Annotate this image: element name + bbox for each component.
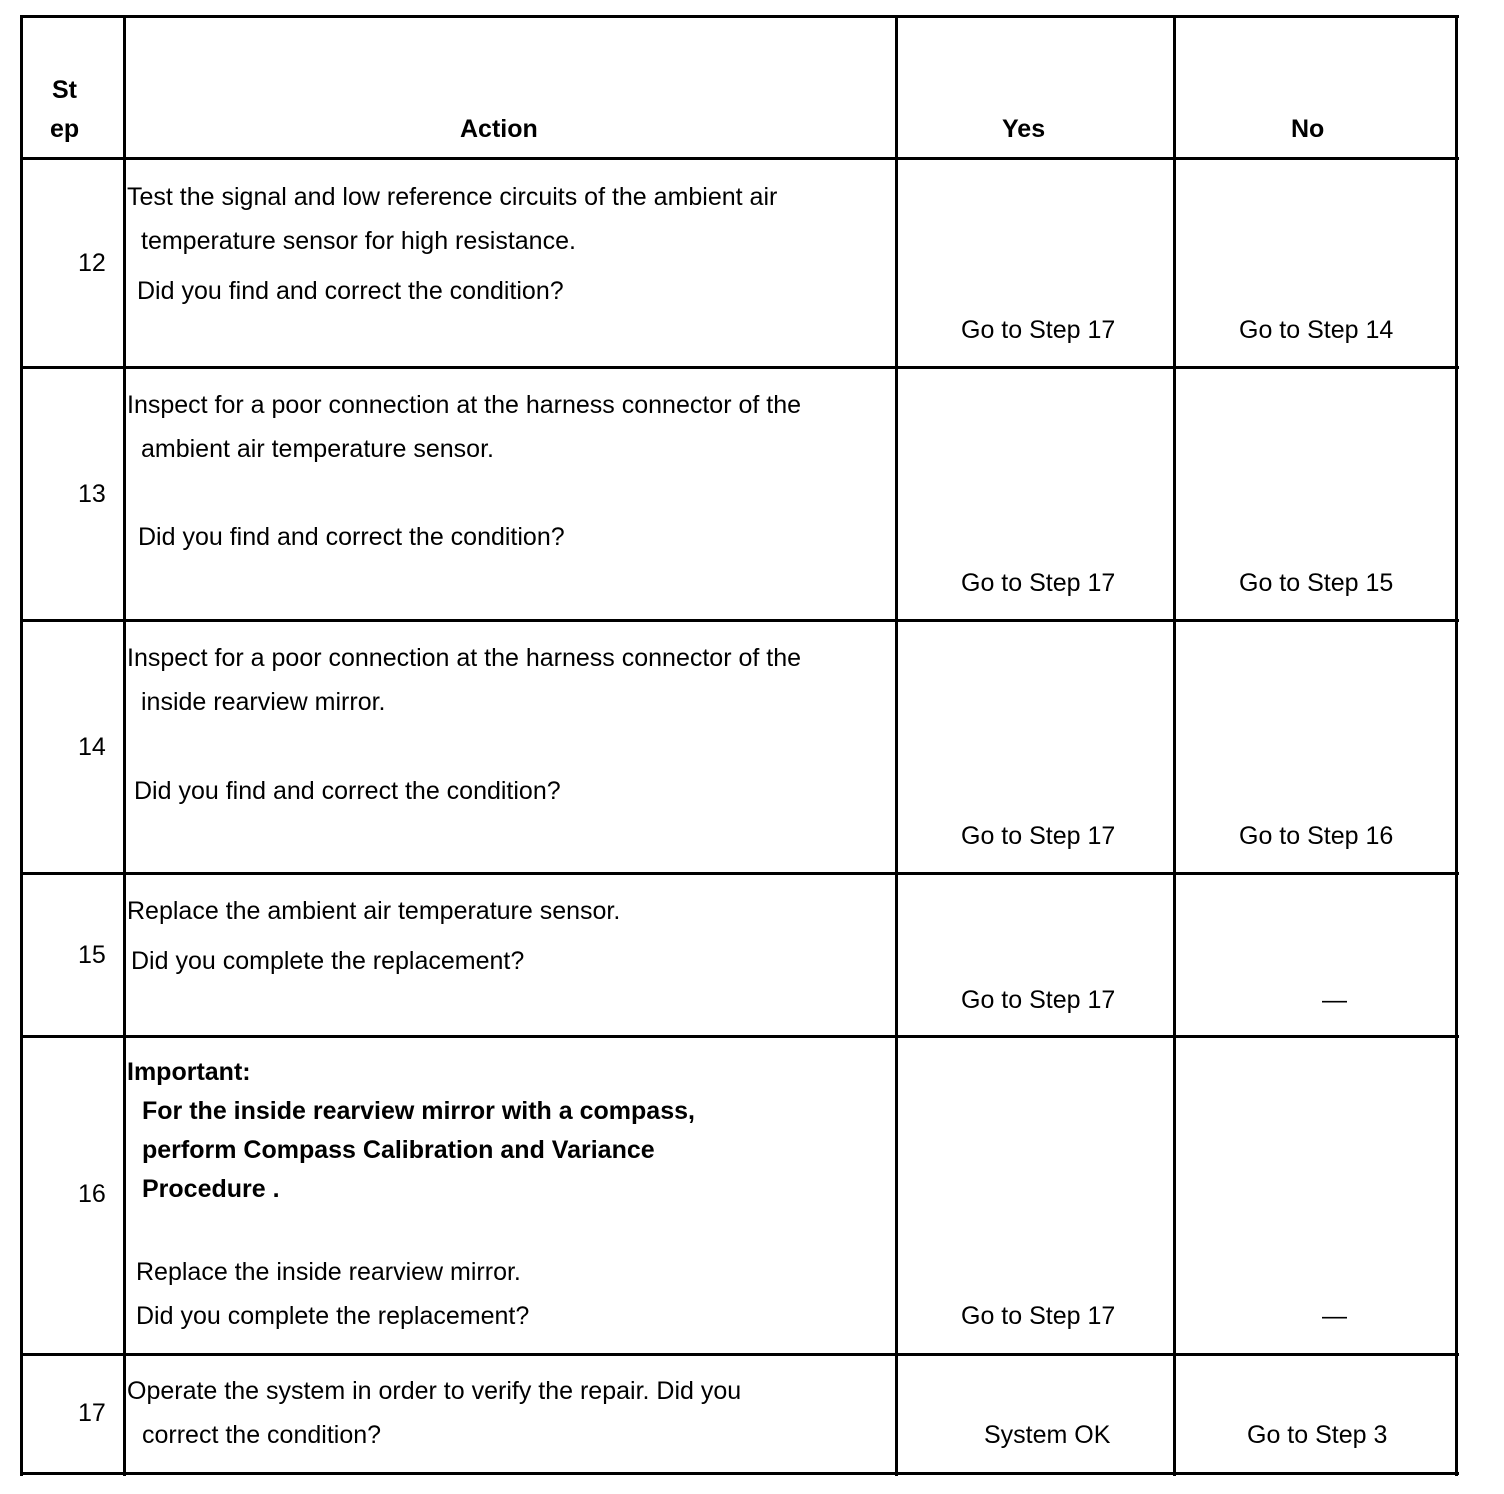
header-yes: Yes (1002, 115, 1046, 143)
important-note: perform Compass Calibration and Variance (142, 1136, 655, 1164)
column-divider (895, 15, 898, 1476)
table-border-bottom (20, 1472, 1459, 1475)
action-text: Did you find and correct the condition? (137, 277, 564, 305)
action-text: Replace the ambient air temperature sensor. (127, 897, 621, 925)
action-text: inside rearview mirror. (141, 688, 386, 716)
table-border-top (20, 15, 1459, 18)
important-note: Procedure . (142, 1175, 280, 1203)
table-border-right (1455, 15, 1458, 1476)
yes-result: Go to Step 17 (961, 569, 1116, 597)
step-number: 17 (78, 1399, 106, 1427)
row-divider (20, 619, 1459, 622)
header-step: St (52, 76, 77, 104)
no-result: Go to Step 3 (1247, 1421, 1388, 1449)
action-text: Replace the inside rearview mirror. (136, 1258, 521, 1286)
step-number: 14 (78, 733, 106, 761)
step-number: 16 (78, 1180, 106, 1208)
action-text: Operate the system in order to verify the repair. Did you (127, 1377, 742, 1405)
row-divider (20, 366, 1459, 369)
no-result: Go to Step 15 (1239, 569, 1394, 597)
action-text: temperature sensor for high resistance. (141, 227, 576, 255)
header-no: No (1291, 115, 1325, 143)
yes-result: System OK (984, 1421, 1111, 1449)
important-label: Important: (127, 1058, 251, 1086)
yes-result: Go to Step 17 (961, 986, 1116, 1014)
row-divider (20, 1035, 1459, 1038)
action-text: Did you find and correct the condition? (134, 777, 561, 805)
action-text: ambient air temperature sensor. (141, 435, 494, 463)
step-number: 13 (78, 480, 106, 508)
yes-result: Go to Step 17 (961, 822, 1116, 850)
action-text: Did you complete the replacement? (136, 1302, 530, 1330)
yes-result: Go to Step 17 (961, 1302, 1116, 1330)
header-action: Action (460, 115, 538, 143)
action-text: Did you find and correct the condition? (138, 523, 565, 551)
no-result: — (1322, 1302, 1347, 1330)
row-divider (20, 872, 1459, 875)
no-result: Go to Step 16 (1239, 822, 1394, 850)
important-note: For the inside rearview mirror with a compass, (142, 1097, 695, 1125)
yes-result: Go to Step 17 (961, 316, 1116, 344)
no-result: — (1322, 986, 1347, 1014)
table-border-left (20, 15, 23, 1476)
action-text: correct the condition? (142, 1421, 382, 1449)
action-text: Test the signal and low reference circuits of the ambient air (127, 183, 778, 211)
step-number: 12 (78, 249, 106, 277)
column-divider (1173, 15, 1176, 1476)
no-result: Go to Step 14 (1239, 316, 1394, 344)
header-divider (20, 157, 1459, 160)
action-text: Inspect for a poor connection at the harness connector of the (127, 391, 802, 419)
action-text: Did you complete the replacement? (131, 947, 525, 975)
step-number: 15 (78, 941, 106, 969)
header-step: ep (50, 115, 80, 143)
row-divider (20, 1353, 1459, 1356)
action-text: Inspect for a poor connection at the harness connector of the (127, 644, 802, 672)
column-divider (123, 15, 126, 1476)
